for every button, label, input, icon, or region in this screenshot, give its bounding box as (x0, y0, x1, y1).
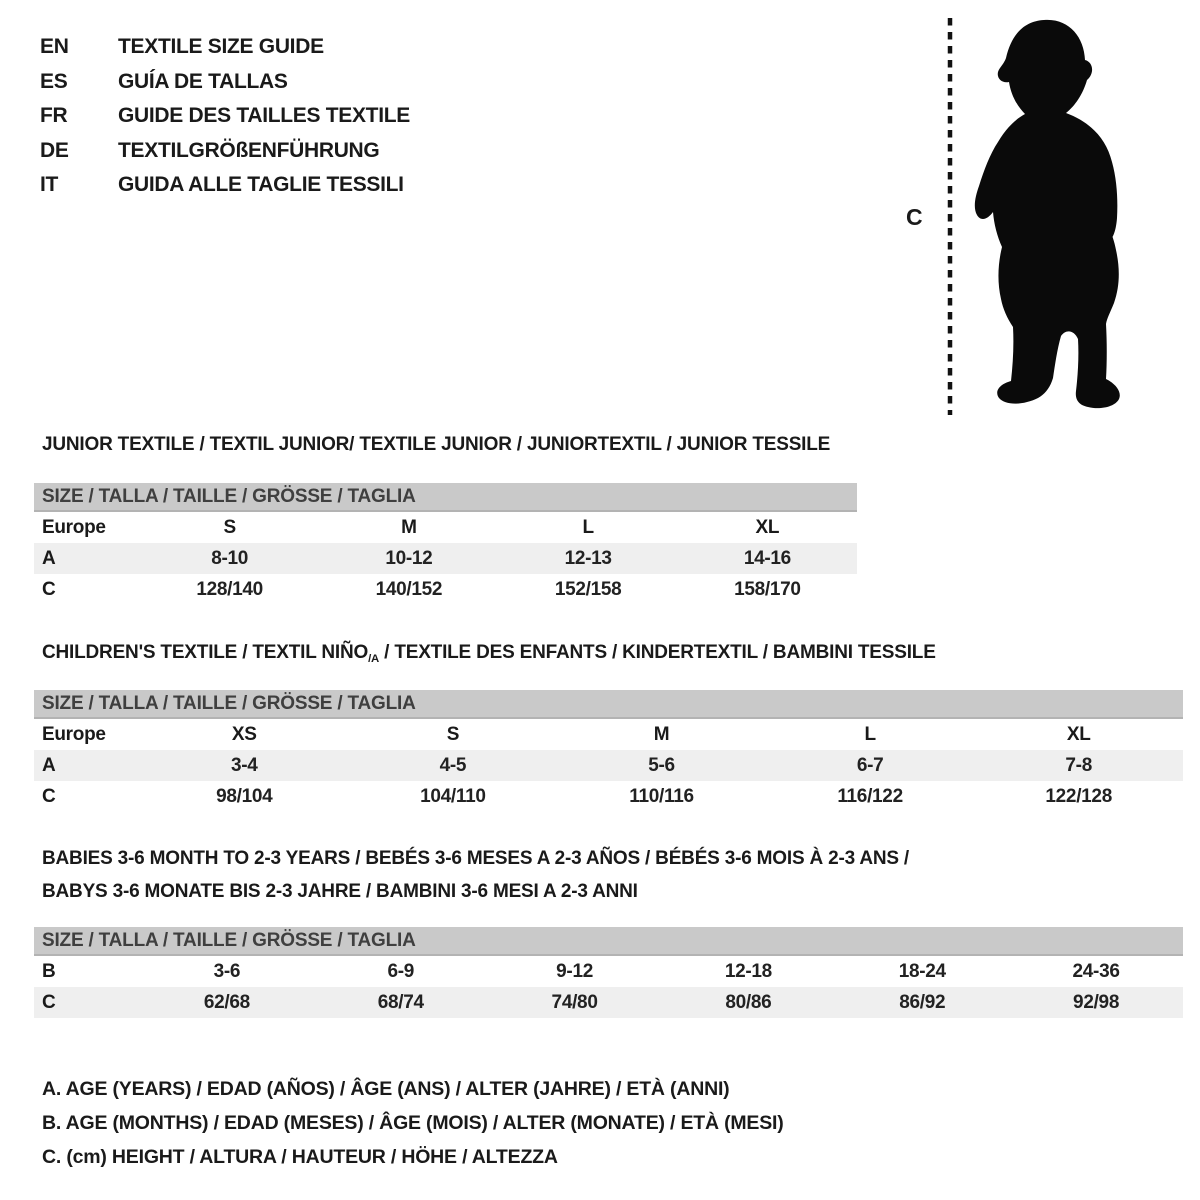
language-code: EN (40, 35, 69, 59)
table-cell: 18-24 (898, 961, 946, 982)
language-title: TEXTILGRÖßENFÜHRUNG (118, 138, 380, 162)
table-cell: 80/86 (725, 992, 772, 1013)
language-code: ES (40, 69, 68, 93)
table-row (34, 574, 857, 605)
column-header: XL (755, 517, 780, 538)
babies-size-header-bar: SIZE / TALLA / TAILLE / GRÖSSE / TAGLIA (34, 927, 1183, 956)
language-title: TEXTILE SIZE GUIDE (118, 35, 324, 59)
children-heading-subscript: /A (368, 652, 380, 665)
row-label: C (42, 992, 56, 1013)
column-header: XS (231, 724, 257, 745)
table-cell: 4-5 (439, 755, 467, 776)
language-title-list (40, 30, 410, 203)
table-cell: 12-18 (724, 961, 772, 982)
table-cell: 7-8 (1065, 755, 1092, 776)
junior-columns-row (34, 512, 857, 543)
table-cell: 6-7 (856, 755, 884, 776)
row-label: C (42, 579, 56, 600)
list-item (40, 99, 410, 134)
list-item (40, 168, 410, 203)
junior-size-header-bar: SIZE / TALLA / TAILLE / GRÖSSE / TAGLIA (34, 483, 857, 512)
table-cell: 62/68 (203, 992, 250, 1013)
table-cell: 3-6 (213, 961, 241, 982)
table-cell: 152/158 (554, 579, 622, 600)
table-cell: 110/116 (629, 786, 694, 807)
language-title: GUIDA ALLE TAGLIE TESSILI (118, 173, 404, 197)
table-cell: 6-9 (387, 961, 415, 982)
table-cell: 98/104 (216, 786, 273, 807)
column-header: Europe (42, 724, 106, 745)
table-cell: 128/140 (196, 579, 263, 600)
table-cell: 14-16 (743, 548, 791, 569)
table-cell: 104/110 (420, 786, 486, 807)
table-cell: 8-10 (211, 548, 249, 569)
children-heading-prefix: CHILDREN'S TEXTILE / TEXTIL NIÑO (42, 642, 369, 663)
list-item (40, 134, 410, 169)
table-cell: 122/128 (1045, 786, 1112, 807)
baby-silhouette-icon (900, 10, 1160, 422)
legend-line-b: B. AGE (MONTHS) / EDAD (MESES) / ÂGE (MOIS) / ALTER (MONATE) / ETÀ (MESI) (42, 1112, 784, 1134)
babies-size-table (34, 927, 1183, 1018)
table-cell: 74/80 (551, 992, 598, 1013)
table-cell: 68/74 (377, 992, 424, 1013)
table-cell: 86/92 (899, 992, 946, 1013)
children-size-table (34, 690, 1183, 812)
legend-line-c: C. (cm) HEIGHT / ALTURA / HAUTEUR / HÖHE / ALTEZZA (42, 1146, 558, 1168)
children-heading-suffix: / TEXTILE DES ENFANTS / KINDERTEXTIL / BAMBINI TESSILE (379, 642, 936, 663)
row-label: A (42, 755, 56, 776)
list-item (40, 30, 410, 65)
row-label: B (42, 961, 56, 982)
table-cell: 24-36 (1072, 961, 1120, 982)
language-code: IT (40, 173, 59, 197)
table-cell: 140/152 (375, 579, 443, 600)
column-header: L (864, 724, 876, 745)
children-section-heading (42, 642, 936, 665)
table-cell: 158/170 (734, 579, 801, 600)
column-header: XL (1066, 724, 1091, 745)
junior-section-heading: JUNIOR TEXTILE / TEXTIL JUNIOR/ TEXTILE JUNIOR / JUNIORTEXTIL / JUNIOR TESSILE (42, 434, 831, 455)
column-header: S (223, 517, 236, 538)
row-label: C (42, 786, 56, 807)
table-cell: 10-12 (385, 548, 433, 569)
table-cell: 3-4 (231, 755, 258, 776)
legend (42, 1072, 784, 1174)
table-cell: 9-12 (556, 961, 593, 982)
list-item (40, 65, 410, 100)
column-header: L (582, 517, 594, 538)
toddler-shape (975, 20, 1120, 408)
table-row (34, 781, 1183, 812)
column-header: S (446, 724, 460, 745)
table-row (34, 750, 1183, 781)
table-row (34, 956, 1183, 987)
children-size-header-bar: SIZE / TALLA / TAILLE / GRÖSSE / TAGLIA (34, 690, 1183, 719)
babies-section-heading-line2: BABYS 3-6 MONATE BIS 2-3 JAHRE / BAMBINI 3-6 MESI A 2-3 ANNI (42, 881, 638, 902)
table-cell: 92/98 (1073, 992, 1120, 1013)
legend-line-a: A. AGE (YEARS) / EDAD (AÑOS) / ÂGE (ANS) / ALTER (JAHRE) / ETÀ (ANNI) (42, 1078, 730, 1100)
column-header: Europe (42, 517, 106, 538)
language-title: GUIDE DES TAILLES TEXTILE (118, 104, 410, 128)
column-header: M (653, 724, 670, 745)
figure-height-label: C (906, 204, 923, 230)
table-cell: 12-13 (564, 548, 612, 569)
language-code: DE (40, 138, 69, 162)
row-label: A (42, 548, 56, 569)
babies-section-heading-line1: BABIES 3-6 MONTH TO 2-3 YEARS / BEBÉS 3-6 MESES A 2-3 AÑOS / BÉBÉS 3-6 MOIS À 2-3 ANS / (42, 848, 910, 869)
children-columns-row (34, 719, 1183, 750)
junior-size-table (34, 483, 857, 605)
column-header: M (401, 517, 417, 538)
table-cell: 116/122 (837, 786, 903, 807)
table-row (34, 987, 1183, 1018)
table-row (34, 543, 857, 574)
language-code: FR (40, 104, 68, 128)
language-title: GUÍA DE TALLAS (118, 69, 288, 93)
table-cell: 5-6 (648, 755, 675, 776)
